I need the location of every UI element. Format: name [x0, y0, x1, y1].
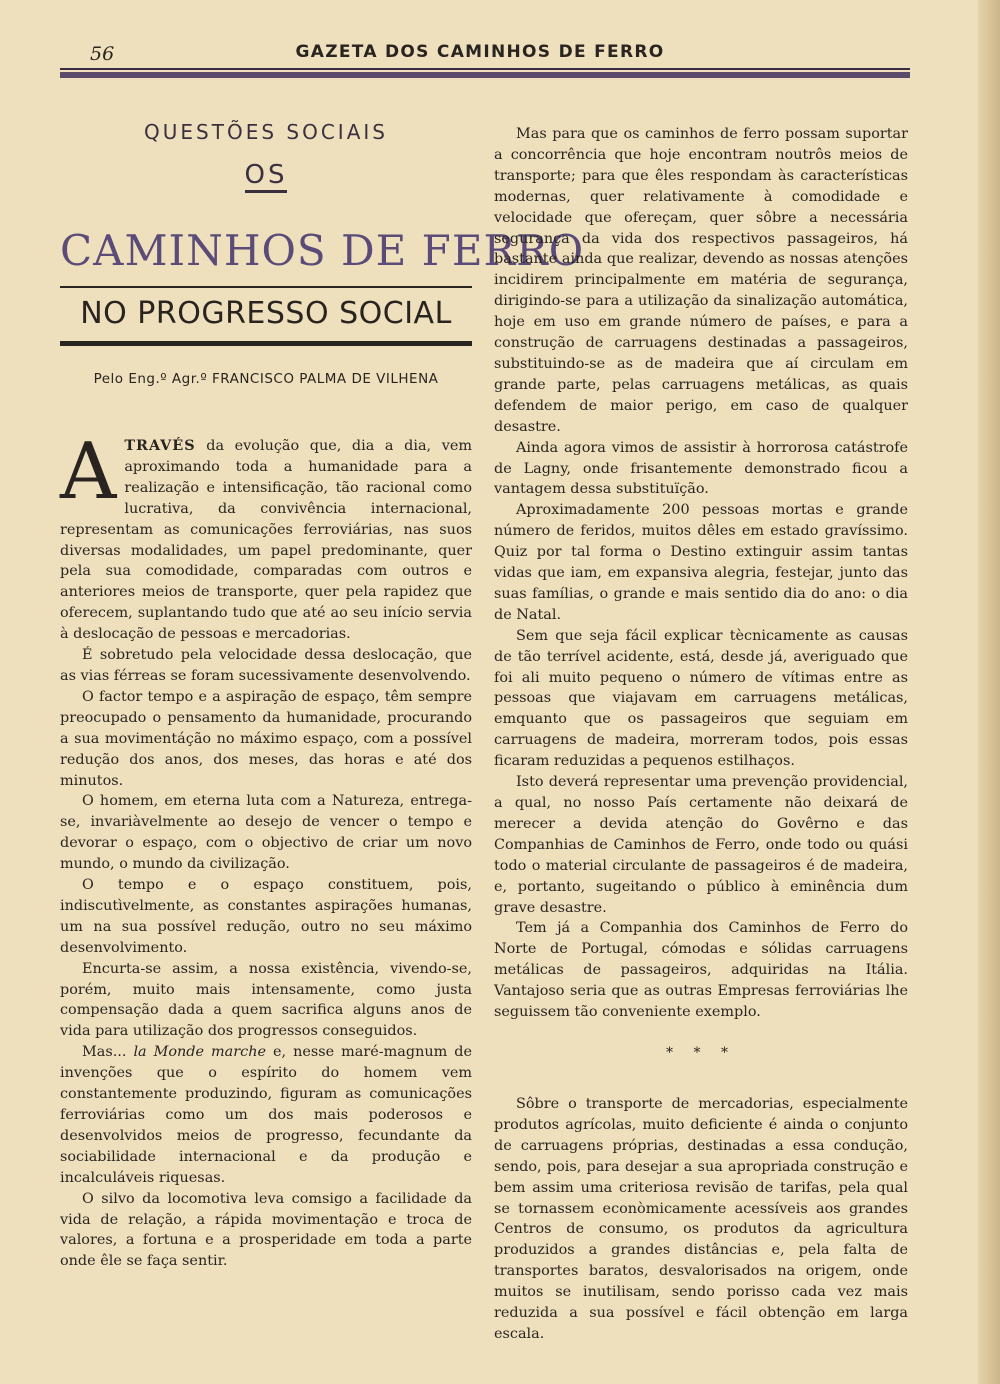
left-column-body: [60, 427, 472, 1272]
page-number: 56: [90, 43, 115, 65]
title-os-text: OS: [245, 160, 288, 193]
section-separator: * * *: [666, 1045, 736, 1061]
paragraph-2: É sobretudo pela velocidade dessa deslocação, que as vias férreas se foram sucessivamente desenvolvendo.: [60, 647, 472, 684]
paragraph-6: Encurta-se assim, a nossa existência, vivendo-se, porém, muito mais intensamente, como justa compensação dada a quem sacrifica alguns anos de vida para utilização dos progressos conseguidos.: [60, 960, 472, 1040]
right-paragraph-3: Aproximadamente 200 pessoas mortas e grande número de feridos, muitos dêles em estado gravíssimo. Quiz por tal forma o Destino extinguir assim tantas vidas que iam, em expansiva alegria, festejar, junto das suas famílias, o grande e mais sentido dia do ano: o dia de Natal.: [494, 502, 908, 623]
paragraph-7-rest: e, nesse maré-magnum de invenções que o espírito do homem vem constantemente produzindo, figuram as comunicações ferroviárias como um dos mais poderosos e desenvolvidos meios de progresso, fecundante da sociabilidade internacional e da produção e incalculáveis riquesas.: [60, 1044, 472, 1186]
lead-word: TRAVÉS: [124, 437, 196, 454]
paragraph-1: [60, 427, 472, 645]
paragraph-1-text: da evolução que, dia a dia, vem aproximando toda a humanidade para a realização e intensificação, tão racional como lucrativa, da convivência internacional, representam as comunicações ferroviárias, nas suos diversas modalidades, um papel predominante, quer pela sua comodidade, comparadas com outros e anteriores meios de transporte, quer pela rapidez que oferecem, suplantando tudo que até ao seu início servia à deslocação de pessoas e mercadorias.: [60, 438, 472, 643]
paragraph-7-start: Mas...: [82, 1044, 134, 1061]
right-paragraph-6: Tem já a Companhia dos Caminhos de Ferro do Norte de Portugal, cómodas e sólidas carruagens metálicas de passageiros, adquiridas na Itália. Vantajoso seria que as outras Empresas ferroviárias lhe seguissem tão conveniente exemplo.: [494, 920, 908, 1021]
right-column-body-2: [494, 1094, 908, 1345]
title-os: [60, 160, 472, 190]
paragraph-4: O homem, em eterna luta com a Natureza, entrega-se, invariàvelmente ao desejo de vencer o tempo e devorar o espaço, com o objectivo de criar um novo mundo, o mundo da civilização.: [60, 793, 472, 873]
title-rule-top: [60, 286, 472, 288]
paragraph-7-italic: la Monde marche: [133, 1044, 266, 1061]
title-rule-bottom: [60, 341, 472, 346]
paragraph-8: O silvo da locomotiva leva comsigo a facilidade da vida de relação, a rápida movimentação e troca de valores, a fortuna e a prosperidade em toda a parte onde êle se faça sentir.: [60, 1190, 472, 1270]
right-paragraph-4: Sem que seja fácil explicar tècnicamente as causas de tão terrível acidente, está, desde já, averiguado que foi ali muito pequeno o número de vítimas entre as pessoas que viajavam em carruagens metálicas, emquanto que os passageiros que seguiam em carruagens de madeira, morreram todos, pois essas ficaram reduzidas a pequenos estilhaços.: [494, 627, 908, 770]
right-paragraph-7: Sôbre o transporte de mercadorias, especialmente produtos agrícolas, muito deficiente é ainda o conjunto de carruagens próprias, destinadas a essa condução, sendo, pois, para desejar a sua apropriada construção e bem assim uma criteriosa revisão de tarifas, pela qual se tornassem econòmicamente acessíveis aos grandes Centros de consumo, os produtos da agricultura produzidos a grandes distâncias e, pela falta de transportes baratos, desvalorisados na origem, onde muitos se inutilisam, sendo porisso cada vez mais reduzida a sua possível e fácil obtenção em larga escala.: [494, 1096, 908, 1342]
paragraph-3: O factor tempo e a aspiração de espaço, têm sempre preocupado o pensamento da humanidade, procurando a sua movimentáção no máximo espaço, com a possível redução dos anos, dos meses, das horas e até dos minutos.: [60, 688, 472, 789]
paragraph-7: [60, 1042, 472, 1188]
right-paragraph-5: Isto deverá representar uma prevenção providencial, a qual, no nosso País certamente não deixará de merecer a devida atenção do Govêrno e das Companhias de Caminhos de Ferro, onde todo ou quási todo o material circulante de passageiros é de madeira, e, portanto, sugeitando o público à eminência dum grave desastre.: [494, 774, 908, 916]
byline: Pelo Eng.º Agr.º FRANCISCO PALMA DE VILHENA: [93, 371, 439, 387]
right-paragraph-2: Ainda agora vimos de assistir à horrorosa catástrofe de Lagny, onde frisantemente demonstrado ficou a vantagem dessa substituïção.: [494, 439, 908, 498]
publication-title: GAZETA DOS CAMINHOS DE FERRO: [295, 42, 665, 62]
drop-cap: A: [60, 427, 117, 517]
page-binding-edge: [978, 0, 1000, 1384]
article-subtitle: NO PROGRESSO SOCIAL: [80, 296, 452, 331]
right-column-body: [494, 124, 908, 1023]
article-title: CAMINHOS DE FERRO: [60, 226, 585, 275]
section-title: QUESTÕES SOCIAIS: [144, 120, 388, 144]
right-paragraph-1: Mas para que os caminhos de ferro possam suportar a concorrência que hoje encontram noutrôs meios de transporte; para que êles respondam às características modernas, quer relativamente à comodidade e velocidade que ofereçam, quer sôbre a necessária segurança da vida dos respectivos passageiros, há bastante ainda que realizar, devendo as nossas atenções incidirem principalmente em matéria de segurança, dirigindo-se para a utilização da sinalização automática, hoje em uso em grande número de países, e para a construção de carruagens destinadas a passageiros, substituindo-se as de madeira que aí circulam em grande parte, pelas carruagens metálicas, as quais defendem de maior perigo, em caso de qualquer desastre.: [494, 126, 908, 435]
header-rule: [60, 68, 910, 78]
paragraph-5: O tempo e o espaço constituem, pois, indiscutìvelmente, as constantes aspirações humanas, um na sua possível redução, outro no seu máximo desenvolvimento.: [60, 877, 472, 956]
